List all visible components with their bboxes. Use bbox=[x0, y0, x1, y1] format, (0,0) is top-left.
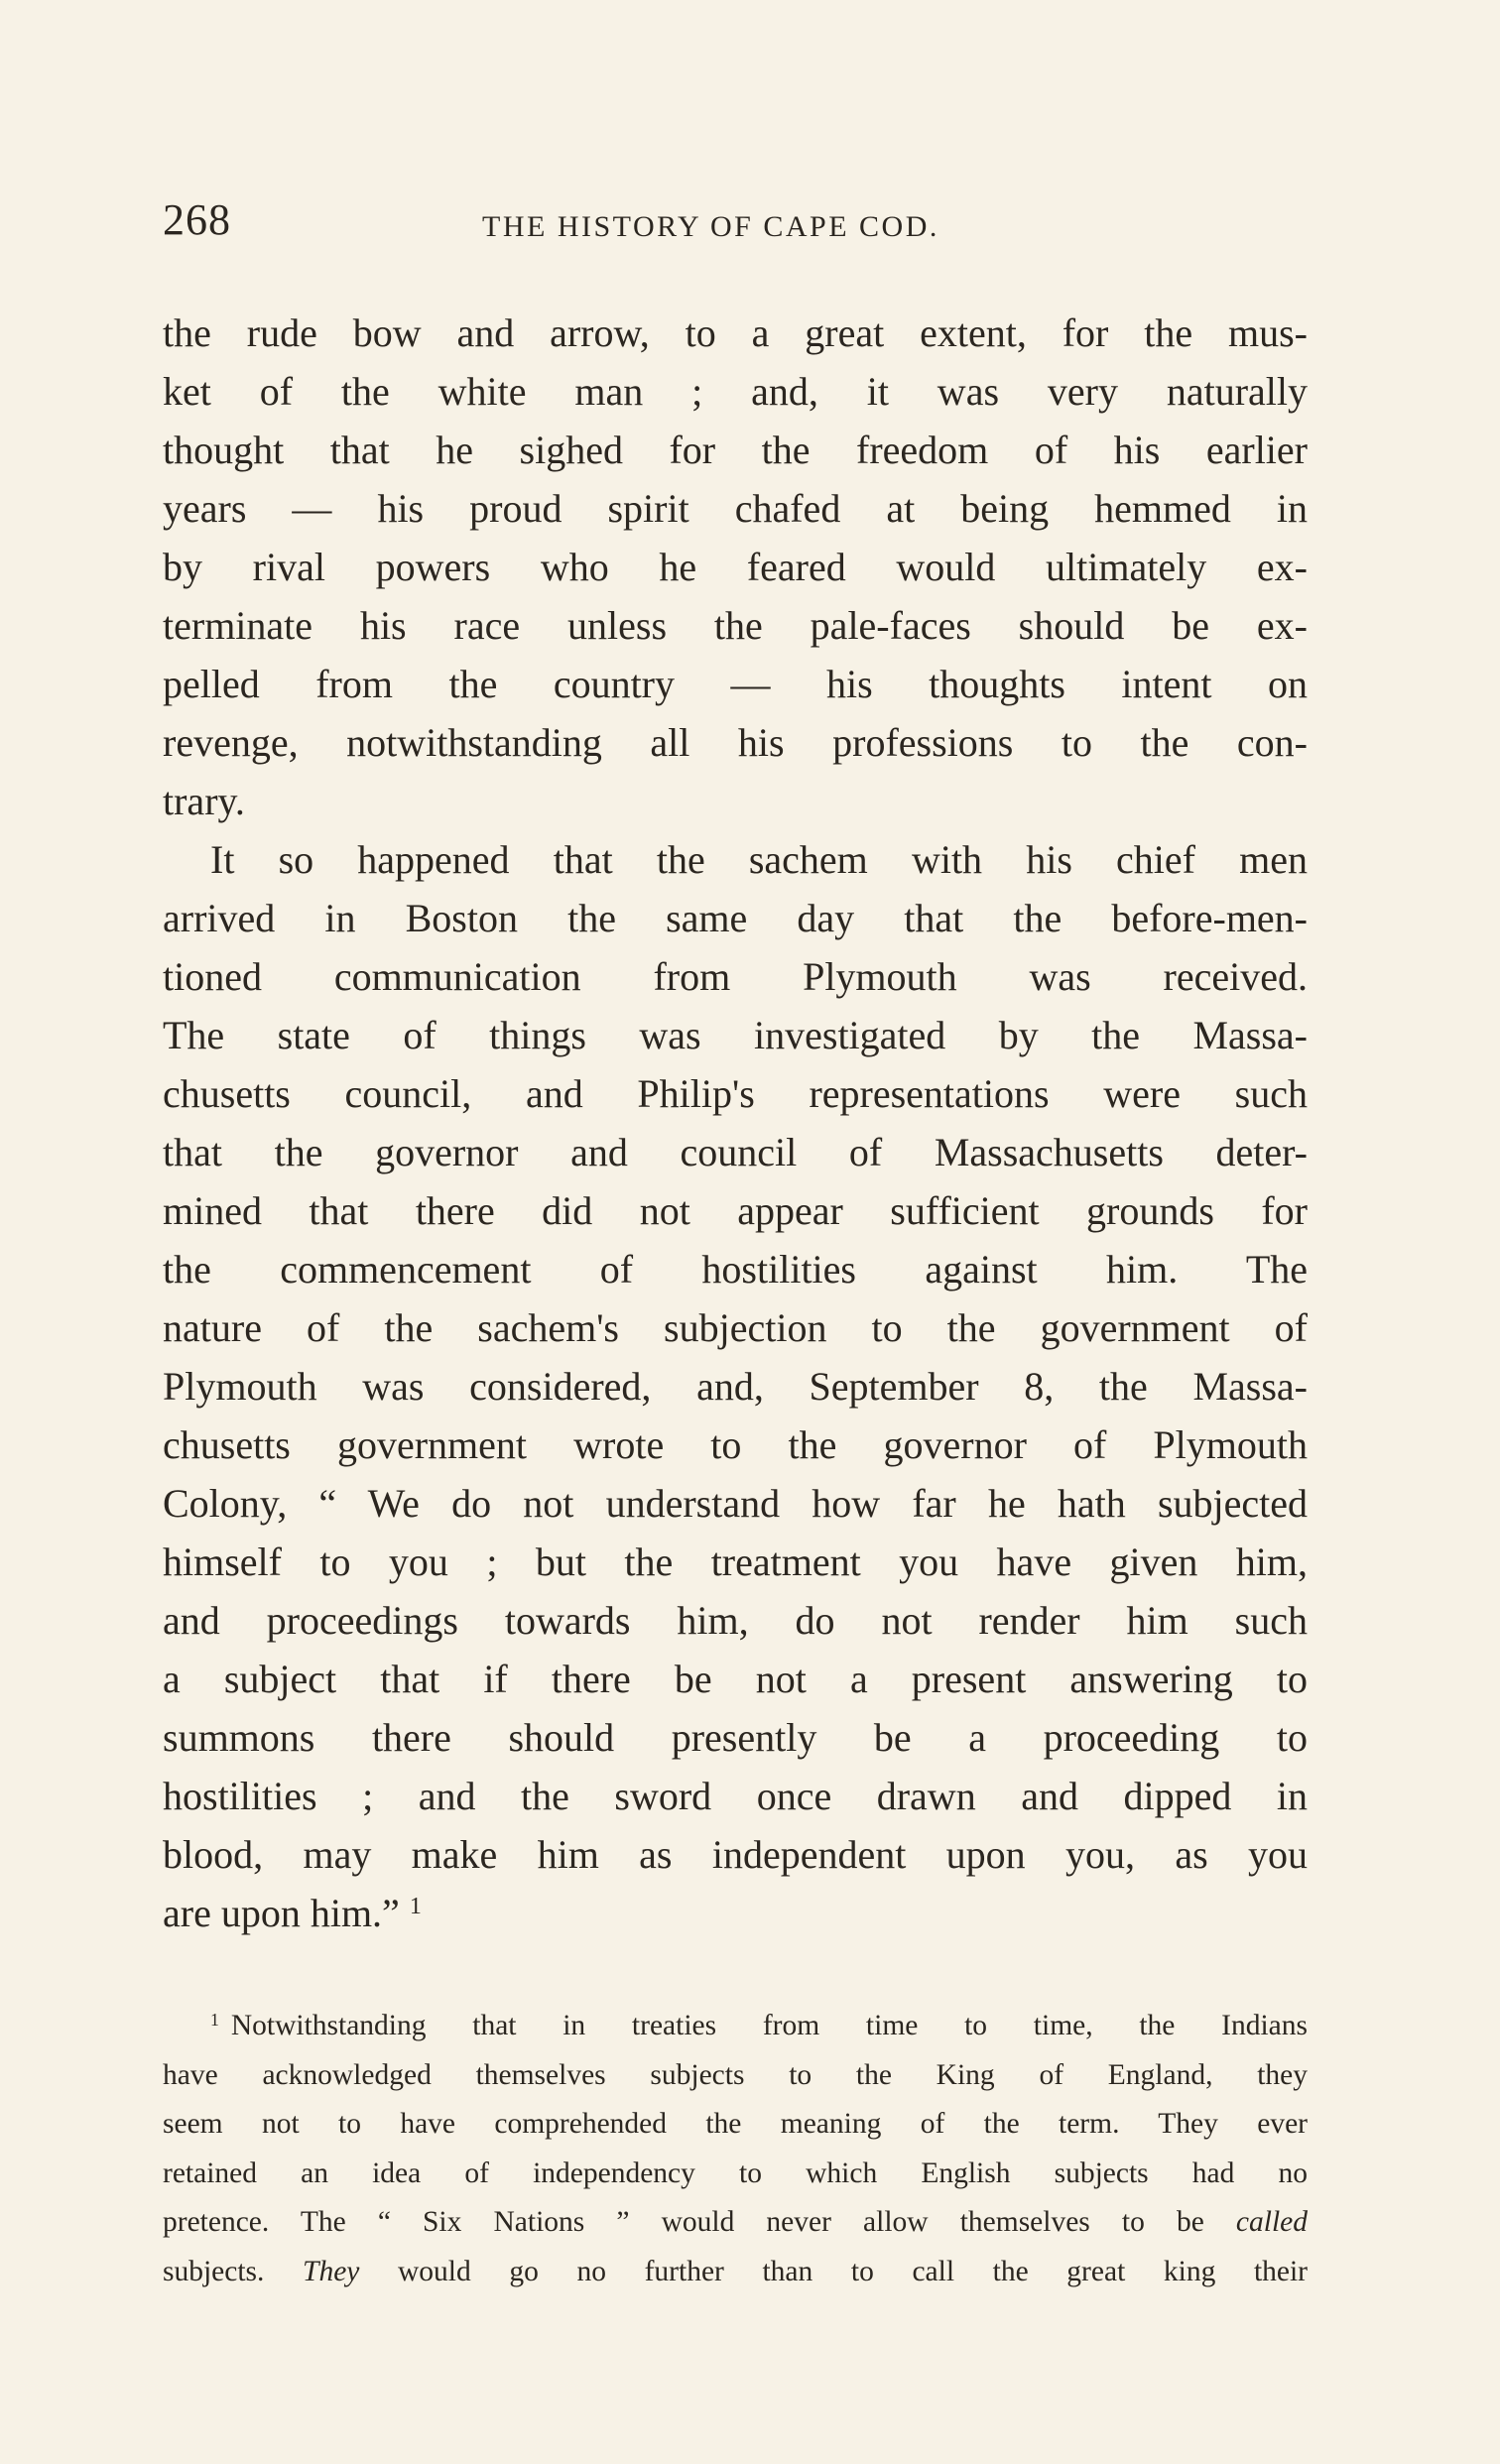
text-line: the commencement of hostilities against him. The bbox=[163, 1247, 1308, 1292]
page-number: 268 bbox=[163, 195, 231, 244]
text-line-content: are upon him.” bbox=[163, 1891, 400, 1935]
footnote-marker: 1 bbox=[210, 2010, 219, 2031]
text-line: hostilities ; and the sword once drawn and dipped in bbox=[163, 1774, 1308, 1818]
running-title: THE HISTORY OF CAPE COD. bbox=[482, 210, 939, 243]
text-line: nature of the sachem's subjection to the government of bbox=[163, 1305, 1308, 1350]
footnote-line-text: Notwithstanding that in treaties from time to time, the Indians bbox=[230, 2010, 1308, 2041]
text-line: a subject that if there be not a present answering to bbox=[163, 1657, 1308, 1701]
text-line: ket of the white man ; and, it was very naturally bbox=[163, 369, 1308, 414]
text-line: chusetts council, and Philip's representations were such bbox=[163, 1071, 1308, 1116]
page-header bbox=[163, 194, 1308, 254]
text-line: revenge, notwithstanding all his professions to the con- bbox=[163, 720, 1308, 765]
footnote-line bbox=[163, 2248, 1308, 2297]
text-line: years — his proud spirit chafed at being hemmed in bbox=[163, 486, 1308, 531]
body-text bbox=[163, 304, 1308, 1942]
footnote-line-text: pretence. The “ Six Nations ” would never allow themselves to be bbox=[163, 2206, 1236, 2238]
footnote-line-text: subjects. bbox=[163, 2255, 304, 2287]
footnote-line: seem not to have comprehended the meaning of the term. They ever bbox=[163, 2108, 1308, 2140]
footnote-line-text: would go no further than to call the great king their bbox=[359, 2255, 1309, 2287]
text-line: arrived in Boston the same day that the before-men- bbox=[163, 896, 1308, 940]
paragraph-start-line: It so happened that the sachem with his chief men bbox=[210, 837, 1308, 882]
footnote-line: retained an idea of independency to which English subjects had no bbox=[163, 2156, 1308, 2189]
text-line: Colony, “ We do not understand how far he hath subjected bbox=[163, 1481, 1308, 1526]
text-line: that the governor and council of Massachusetts deter- bbox=[163, 1130, 1308, 1174]
text-line: chusetts government wrote to the governor of Plymouth bbox=[163, 1422, 1308, 1467]
text-line: and proceedings towards him, do not render him such bbox=[163, 1598, 1308, 1643]
text-line: himself to you ; but the treatment you have given him, bbox=[163, 1540, 1308, 1584]
text-line-with-footnote-ref bbox=[163, 1884, 1308, 1942]
text-line: by rival powers who he feared would ultimately ex- bbox=[163, 545, 1308, 589]
text-line: The state of things was investigated by the Massa- bbox=[163, 1013, 1308, 1057]
text-line: mined that there did not appear sufficient grounds for bbox=[163, 1188, 1308, 1233]
footnote-emphasis: They bbox=[303, 2255, 360, 2287]
footnote-line bbox=[163, 2198, 1308, 2248]
text-line: pelled from the country — his thoughts intent on bbox=[163, 662, 1308, 706]
text-line: the rude bow and arrow, to a great extent, for the mus- bbox=[163, 310, 1308, 355]
footnote-line: have acknowledged themselves subjects to the King of England, they bbox=[163, 2058, 1308, 2091]
text-line: thought that he sighed for the freedom of his earlier bbox=[163, 428, 1308, 472]
text-line: blood, may make him as independent upon you, as you bbox=[163, 1832, 1308, 1877]
text-line: Plymouth was considered, and, September 8, the Massa- bbox=[163, 1364, 1308, 1409]
text-line: terminate his race unless the pale-faces should be ex- bbox=[163, 603, 1308, 648]
footnote-reference: 1 bbox=[409, 1893, 422, 1919]
text-line: tioned communication from Plymouth was received. bbox=[163, 954, 1308, 999]
footnote-line bbox=[163, 2002, 1308, 2051]
footnote-emphasis: called bbox=[1235, 2206, 1308, 2238]
text-line: trary. bbox=[163, 779, 245, 823]
text-line: summons there should presently be a proceeding to bbox=[163, 1715, 1308, 1760]
footnote bbox=[163, 2002, 1308, 2296]
